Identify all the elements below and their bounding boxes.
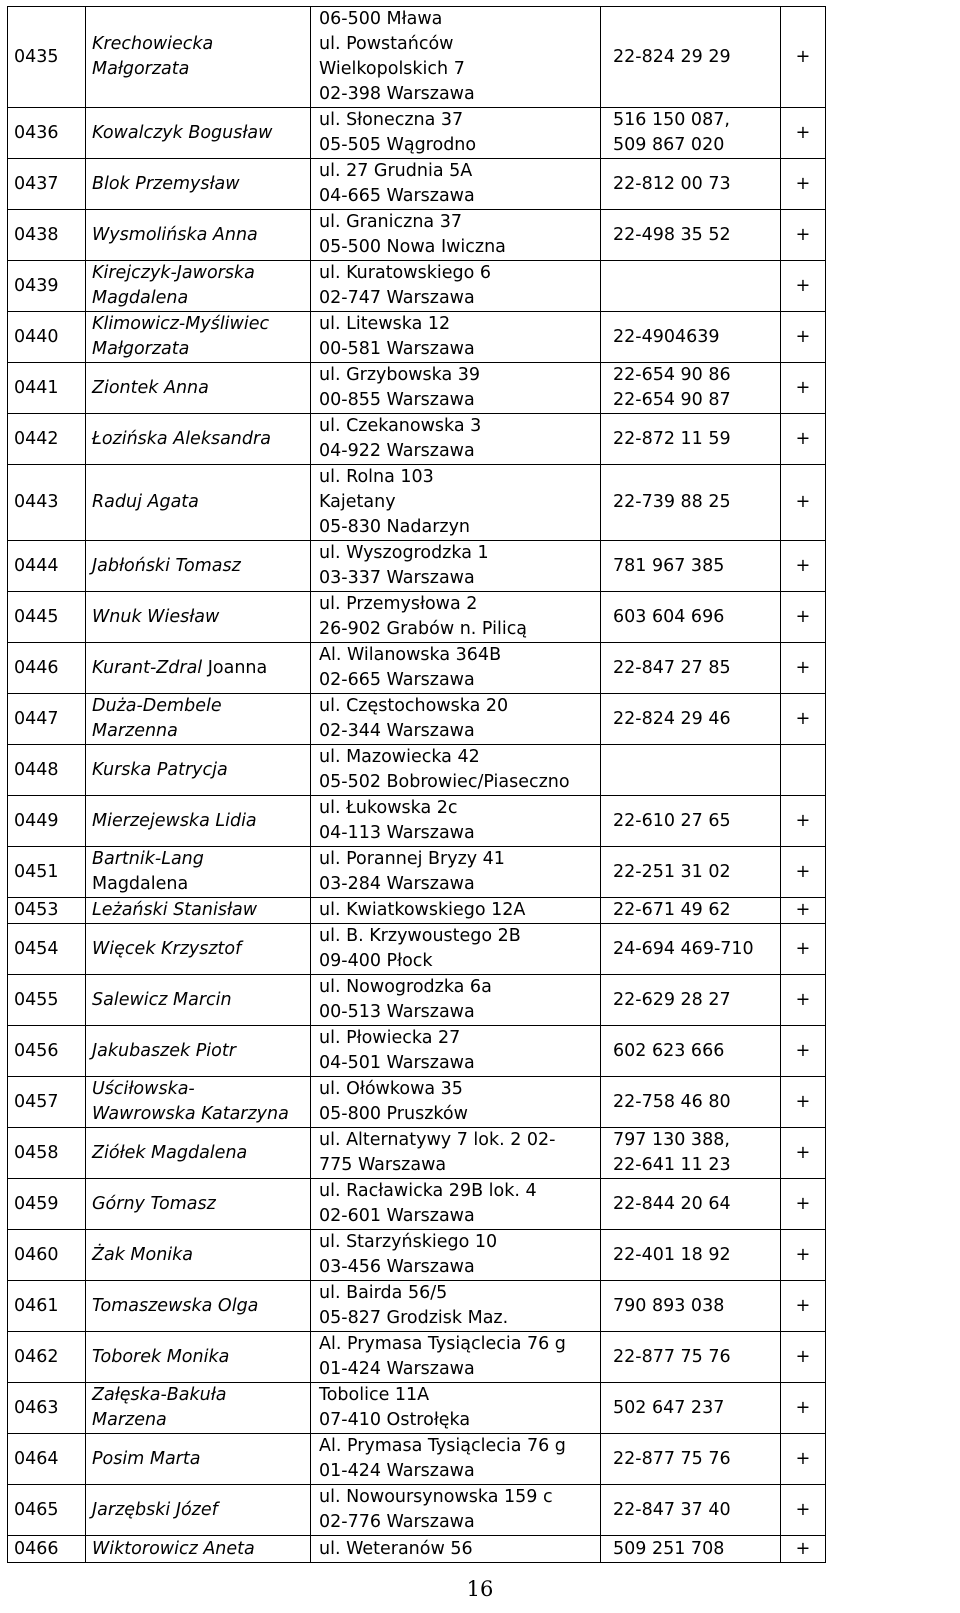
person-name-cell — [86, 847, 311, 898]
table-row — [8, 1128, 826, 1179]
address-cell: ul. Płowiecka 27 04-501 Warszawa — [311, 1026, 601, 1077]
entry-number-cell: 0447 — [8, 694, 86, 745]
person-name-cell — [86, 1077, 311, 1128]
person-name: Ziontek Anna — [92, 377, 209, 398]
table-row — [8, 414, 826, 465]
entry-number-cell: 0449 — [8, 796, 86, 847]
address-cell: ul. Weteranów 56 — [311, 1536, 601, 1563]
status-mark-cell: + — [781, 1077, 826, 1128]
status-mark-cell: + — [781, 363, 826, 414]
person-name-cell — [86, 1332, 311, 1383]
person-name-cell — [86, 210, 311, 261]
phone-cell: 509 251 708 — [601, 1536, 781, 1563]
status-mark-cell: + — [781, 108, 826, 159]
person-name-cell — [86, 1128, 311, 1179]
table-row — [8, 592, 826, 643]
phone-cell: 22-251 31 02 — [601, 847, 781, 898]
person-name: Łozińska Aleksandra — [92, 428, 271, 449]
person-name: Kowalczyk Bogusław — [92, 122, 273, 143]
entry-number-cell: 0460 — [8, 1230, 86, 1281]
person-name-cell — [86, 1179, 311, 1230]
person-name-cell — [86, 1485, 311, 1536]
page-number: 16 — [466, 1577, 494, 1601]
table-row — [8, 1281, 826, 1332]
entry-number-cell: 0466 — [8, 1536, 86, 1563]
person-name-cell — [86, 261, 311, 312]
person-name: Klimowicz-Myśliwiec Małgorzata — [92, 314, 270, 359]
person-name: Leżański Stanisław — [92, 900, 258, 920]
person-name-cell — [86, 975, 311, 1026]
phone-cell: 516 150 087, 509 867 020 — [601, 108, 781, 159]
entry-number-cell: 0445 — [8, 592, 86, 643]
entry-number-cell: 0448 — [8, 745, 86, 796]
phone-cell: 22-758 46 80 — [601, 1077, 781, 1128]
address-cell: ul. Grzybowska 39 00-855 Warszawa — [311, 363, 601, 414]
address-cell: Al. Prymasa Tysiąclecia 76 g 01-424 Warszawa — [311, 1434, 601, 1485]
phone-cell: 22-498 35 52 — [601, 210, 781, 261]
address-cell: ul. Nowoursynowska 159 c 02-776 Warszawa — [311, 1485, 601, 1536]
table-row — [8, 1026, 826, 1077]
status-mark-cell: + — [781, 643, 826, 694]
status-mark-cell: + — [781, 592, 826, 643]
table-row — [8, 465, 826, 541]
status-mark-cell: + — [781, 1179, 826, 1230]
person-name-cell — [86, 465, 311, 541]
address-cell: ul. 27 Grudnia 5A 04-665 Warszawa — [311, 159, 601, 210]
phone-cell: 24-694 469-710 — [601, 924, 781, 975]
address-cell: ul. Rolna 103 Kajetany 05-830 Nadarzyn — [311, 465, 601, 541]
person-name-cell — [86, 643, 311, 694]
person-name-cell — [86, 363, 311, 414]
status-mark-cell: + — [781, 541, 826, 592]
status-mark-cell: + — [781, 847, 826, 898]
table-row — [8, 847, 826, 898]
table-row — [8, 261, 826, 312]
person-name: Kurant-Zdral — [92, 657, 203, 678]
person-name: Jabłoński Tomasz — [92, 555, 241, 576]
address-cell: ul. Litewska 12 00-581 Warszawa — [311, 312, 601, 363]
table-row — [8, 924, 826, 975]
person-name-cell — [86, 592, 311, 643]
person-name-cell — [86, 1383, 311, 1434]
address-cell: ul. Kuratowskiego 6 02-747 Warszawa — [311, 261, 601, 312]
person-name: Krechowiecka Małgorzata — [92, 34, 214, 79]
phone-cell: 22-654 90 86 22-654 90 87 — [601, 363, 781, 414]
entry-number-cell: 0457 — [8, 1077, 86, 1128]
person-name: Jarzębski Józef — [92, 1499, 218, 1520]
person-name: Kurska Patrycja — [92, 759, 228, 780]
address-cell: ul. Bairda 56/5 05-827 Grodzisk Maz. — [311, 1281, 601, 1332]
address-cell: Al. Prymasa Tysiąclecia 76 g 01-424 Warszawa — [311, 1332, 601, 1383]
entry-number-cell: 0444 — [8, 541, 86, 592]
entry-number-cell: 0458 — [8, 1128, 86, 1179]
address-cell: ul. Wyszogrodzka 1 03-337 Warszawa — [311, 541, 601, 592]
person-name: Wiktorowicz Aneta — [92, 1538, 255, 1559]
person-name-upright: Joanna — [207, 657, 268, 678]
entry-number-cell: 0442 — [8, 414, 86, 465]
person-name: Więcek Krzysztof — [92, 938, 242, 959]
status-mark-cell: + — [781, 1485, 826, 1536]
phone-cell: 22-671 49 62 — [601, 898, 781, 924]
phone-cell: 790 893 038 — [601, 1281, 781, 1332]
person-name-cell — [86, 796, 311, 847]
entry-number-cell: 0437 — [8, 159, 86, 210]
entry-number-cell: 0456 — [8, 1026, 86, 1077]
phone-cell: 602 623 666 — [601, 1026, 781, 1077]
table-row — [8, 159, 826, 210]
person-name-cell — [86, 159, 311, 210]
phone-cell: 797 130 388, 22-641 11 23 — [601, 1128, 781, 1179]
table-row — [8, 1077, 826, 1128]
person-name-cell — [86, 745, 311, 796]
phone-cell: 22-847 27 85 — [601, 643, 781, 694]
person-name: Kirejczyk-Jaworska Magdalena — [92, 263, 255, 308]
person-name: Duża-Dembele Marzenna — [92, 696, 222, 741]
person-name: Salewicz Marcin — [92, 989, 232, 1010]
phone-cell: 22-844 20 64 — [601, 1179, 781, 1230]
phone-cell: 22-610 27 65 — [601, 796, 781, 847]
phone-cell: 603 604 696 — [601, 592, 781, 643]
person-name-cell — [86, 108, 311, 159]
status-mark-cell: + — [781, 796, 826, 847]
entry-number-cell: 0459 — [8, 1179, 86, 1230]
phone-cell: 22-824 29 29 — [601, 7, 781, 108]
entry-number-cell: 0464 — [8, 1434, 86, 1485]
status-mark-cell: + — [781, 1536, 826, 1563]
person-name: Uściłowska- Wawrowska Katarzyna — [92, 1079, 289, 1124]
table-row — [8, 1179, 826, 1230]
person-name-cell — [86, 541, 311, 592]
phone-cell: 22-401 18 92 — [601, 1230, 781, 1281]
status-mark-cell: + — [781, 261, 826, 312]
person-name: Blok Przemysław — [92, 173, 240, 194]
entry-number-cell: 0455 — [8, 975, 86, 1026]
table-row — [8, 363, 826, 414]
address-cell: ul. Porannej Bryzy 41 03-284 Warszawa — [311, 847, 601, 898]
person-name-cell — [86, 924, 311, 975]
address-cell: ul. Częstochowska 20 02-344 Warszawa — [311, 694, 601, 745]
address-cell: ul. B. Krzywoustego 2B 09-400 Płock — [311, 924, 601, 975]
table-row — [8, 694, 826, 745]
address-cell: ul. Ołówkowa 35 05-800 Pruszków — [311, 1077, 601, 1128]
phone-cell: 22-877 75 76 — [601, 1434, 781, 1485]
address-cell: ul. Łukowska 2c 04-113 Warszawa — [311, 796, 601, 847]
phone-cell: 22-739 88 25 — [601, 465, 781, 541]
person-name-cell — [86, 694, 311, 745]
table-row — [8, 796, 826, 847]
phone-cell: 22-872 11 59 — [601, 414, 781, 465]
status-mark-cell: + — [781, 1383, 826, 1434]
person-name-cell — [86, 7, 311, 108]
person-name: Ziółek Magdalena — [92, 1142, 248, 1163]
address-cell: ul. Alternatywy 7 lok. 2 02- 775 Warszawa — [311, 1128, 601, 1179]
person-name: Toborek Monika — [92, 1346, 230, 1367]
person-name-cell — [86, 1026, 311, 1077]
entry-number-cell: 0438 — [8, 210, 86, 261]
status-mark-cell: + — [781, 1026, 826, 1077]
phone-cell: 22-824 29 46 — [601, 694, 781, 745]
address-cell: ul. Przemysłowa 2 26-902 Grabów n. Pilicą — [311, 592, 601, 643]
status-mark-cell: + — [781, 975, 826, 1026]
entry-number-cell: 0443 — [8, 465, 86, 541]
status-mark-cell: + — [781, 924, 826, 975]
person-name-upright: Magdalena — [92, 874, 189, 894]
person-name: Posim Marta — [92, 1448, 201, 1469]
address-cell: Al. Wilanowska 364B 02-665 Warszawa — [311, 643, 601, 694]
status-mark-cell: + — [781, 898, 826, 924]
phone-cell: 502 647 237 — [601, 1383, 781, 1434]
table-row — [8, 1230, 826, 1281]
phone-cell: 22-877 75 76 — [601, 1332, 781, 1383]
registry-table — [7, 6, 826, 1563]
person-name-cell — [86, 1536, 311, 1563]
person-name: Załęska-Bakuła Marzena — [92, 1385, 227, 1430]
entry-number-cell: 0454 — [8, 924, 86, 975]
person-name: Żak Monika — [92, 1244, 194, 1265]
status-mark-cell: + — [781, 694, 826, 745]
table-row — [8, 210, 826, 261]
address-cell: ul. Graniczna 37 05-500 Nowa Iwiczna — [311, 210, 601, 261]
address-cell: ul. Kwiatkowskiego 12A — [311, 898, 601, 924]
table-row — [8, 312, 826, 363]
table-row — [8, 7, 826, 108]
entry-number-cell: 0461 — [8, 1281, 86, 1332]
table-row — [8, 1383, 826, 1434]
status-mark-cell: + — [781, 1230, 826, 1281]
person-name: Wnuk Wiesław — [92, 606, 220, 627]
address-cell: ul. Mazowiecka 42 05-502 Bobrowiec/Piaseczno — [311, 745, 601, 796]
phone-cell — [601, 745, 781, 796]
entry-number-cell: 0462 — [8, 1332, 86, 1383]
entry-number-cell: 0463 — [8, 1383, 86, 1434]
status-mark-cell: + — [781, 414, 826, 465]
person-name-cell — [86, 898, 311, 924]
phone-cell: 22-812 00 73 — [601, 159, 781, 210]
table-row — [8, 541, 826, 592]
address-cell: ul. Słoneczna 37 05-505 Wągrodno — [311, 108, 601, 159]
table-row — [8, 975, 826, 1026]
status-mark-cell — [781, 745, 826, 796]
status-mark-cell: + — [781, 1332, 826, 1383]
person-name-cell — [86, 1281, 311, 1332]
phone-cell — [601, 261, 781, 312]
entry-number-cell: 0440 — [8, 312, 86, 363]
entry-number-cell: 0446 — [8, 643, 86, 694]
table-row — [8, 898, 826, 924]
person-name-cell — [86, 414, 311, 465]
table-row — [8, 745, 826, 796]
status-mark-cell: + — [781, 7, 826, 108]
person-name-cell — [86, 1434, 311, 1485]
person-name: Jakubaszek Piotr — [92, 1040, 236, 1061]
entry-number-cell: 0453 — [8, 898, 86, 924]
status-mark-cell: + — [781, 1128, 826, 1179]
phone-cell: 22-629 28 27 — [601, 975, 781, 1026]
entry-number-cell: 0451 — [8, 847, 86, 898]
person-name-cell — [86, 1230, 311, 1281]
table-row — [8, 643, 826, 694]
phone-cell: 781 967 385 — [601, 541, 781, 592]
status-mark-cell: + — [781, 312, 826, 363]
status-mark-cell: + — [781, 465, 826, 541]
status-mark-cell: + — [781, 159, 826, 210]
registry-table-body — [8, 7, 826, 1563]
address-cell: ul. Nowogrodzka 6a 00-513 Warszawa — [311, 975, 601, 1026]
person-name: Mierzejewska Lidia — [92, 810, 257, 831]
entry-number-cell: 0439 — [8, 261, 86, 312]
address-cell: ul. Racławicka 29B lok. 4 02-601 Warszawa — [311, 1179, 601, 1230]
address-cell: ul. Czekanowska 3 04-922 Warszawa — [311, 414, 601, 465]
person-name: Górny Tomasz — [92, 1193, 216, 1214]
entry-number-cell: 0436 — [8, 108, 86, 159]
entry-number-cell: 0441 — [8, 363, 86, 414]
phone-cell: 22-847 37 40 — [601, 1485, 781, 1536]
table-row — [8, 1332, 826, 1383]
entry-number-cell: 0465 — [8, 1485, 86, 1536]
person-name: Bartnik-Lang — [92, 849, 204, 869]
phone-cell: 22-4904639 — [601, 312, 781, 363]
entry-number-cell: 0435 — [8, 7, 86, 108]
address-cell: ul. Starzyńskiego 10 03-456 Warszawa — [311, 1230, 601, 1281]
person-name: Tomaszewska Olga — [92, 1295, 259, 1316]
address-cell: 06-500 Mława ul. Powstańców Wielkopolskich 7 02-398 Warszawa — [311, 7, 601, 108]
status-mark-cell: + — [781, 1281, 826, 1332]
status-mark-cell: + — [781, 210, 826, 261]
address-cell: Tobolice 11A 07-410 Ostrołęka — [311, 1383, 601, 1434]
person-name: Raduj Agata — [92, 492, 199, 512]
table-row — [8, 1485, 826, 1536]
person-name-cell — [86, 312, 311, 363]
table-row — [8, 1536, 826, 1563]
table-row — [8, 108, 826, 159]
status-mark-cell: + — [781, 1434, 826, 1485]
person-name: Wysmolińska Anna — [92, 224, 258, 245]
table-row — [8, 1434, 826, 1485]
